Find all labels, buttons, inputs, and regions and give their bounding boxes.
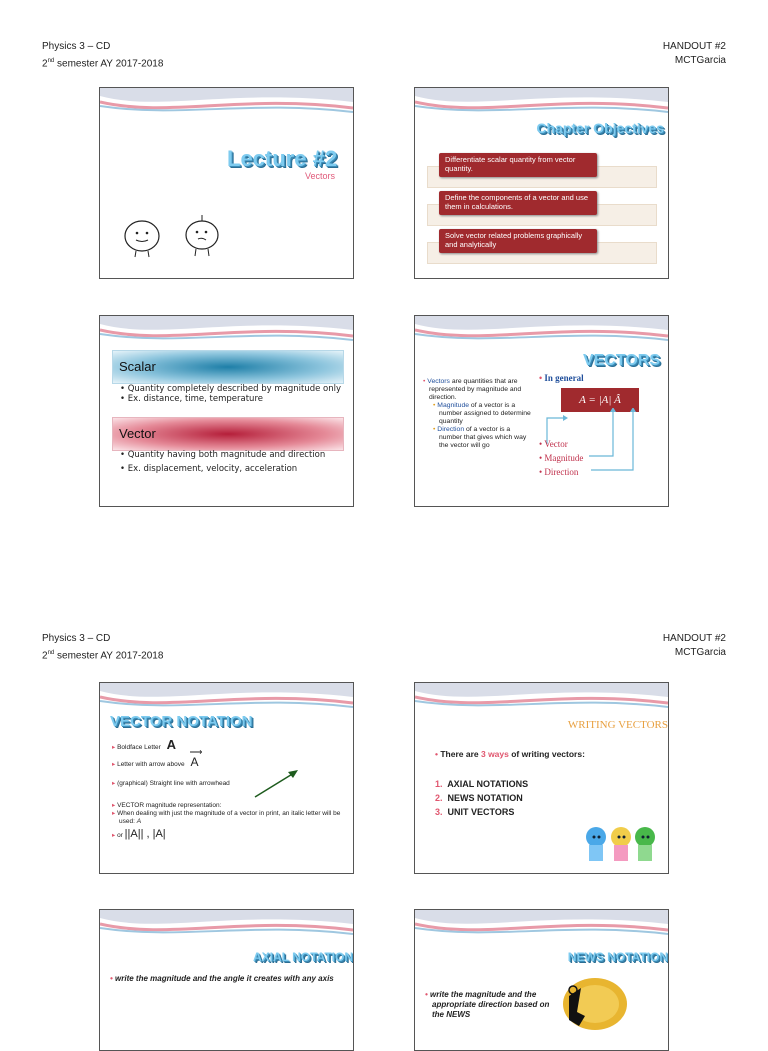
in-general-label: • In general <box>539 373 584 383</box>
method-item: 3. UNIT VECTORS <box>435 807 515 817</box>
scalar-point: • Quantity completely described by magnitude only <box>120 384 342 394</box>
scalar-heading: Scalar <box>119 359 156 374</box>
vector-points <box>120 450 345 474</box>
header-right <box>663 632 726 660</box>
notation-item: ▸ When dealing with just the magnitude of a vector in print, an italic letter will be used: A <box>112 810 341 825</box>
slide-scalar-vector <box>99 315 354 507</box>
objective-item: Differentiate scalar quantity from vector quantity. <box>439 153 597 177</box>
vector-point: • Ex. displacement, velocity, acceleration <box>120 464 298 474</box>
slide-vectors <box>414 315 669 507</box>
wave-banner-icon <box>415 88 668 124</box>
axial-description: • write the magnitude and the angle it creates with any axis <box>110 974 334 983</box>
course-label: Physics 3 – CD <box>42 41 111 52</box>
definition-magnitude: • Magnitude of a vector is a number assigned to determine quantity <box>433 402 531 425</box>
writing-methods <box>435 777 528 819</box>
handout-label: HANDOUT #2 <box>662 41 726 52</box>
slide-title: Chapter Objectives <box>536 120 664 136</box>
slide-title: Lecture #2 <box>227 146 338 171</box>
wave-banner-icon <box>415 910 668 946</box>
label-direction: • Direction <box>539 467 579 477</box>
notation-list <box>112 737 347 840</box>
wave-banner-icon <box>100 910 353 946</box>
anime-characters-icon <box>583 825 659 865</box>
author-label: MCTGarcia <box>674 647 726 658</box>
slide-axial-notation <box>99 909 354 1051</box>
vector-definitions <box>423 378 533 450</box>
label-magnitude: • Magnitude <box>539 453 584 463</box>
vector-heading: Vector <box>119 426 156 441</box>
vector-formula: A = |A| Â <box>561 388 639 412</box>
wave-banner-icon <box>415 683 668 719</box>
scalar-point: • Ex. distance, time, temperature <box>120 394 263 404</box>
arrow-line-icon <box>252 767 302 801</box>
scalar-points <box>120 384 345 404</box>
vector-point: • Quantity having both magnitude and direction <box>120 450 326 460</box>
wave-banner-icon <box>100 316 353 352</box>
slide-chapter-objectives <box>414 87 669 279</box>
slide-news-notation <box>414 909 669 1051</box>
semester-label: 2nd semester AY 2017-2018 <box>42 58 164 70</box>
slide-title: AXIAL NOTATION <box>253 950 353 964</box>
slide-lecture-title <box>99 87 354 279</box>
notation-item: ▸ (graphical) Straight line with arrowhead <box>112 780 230 787</box>
slide-title: VECTORS <box>582 352 660 369</box>
notation-item: ▸ Boldface Letter A <box>112 737 177 752</box>
header-left <box>42 40 163 71</box>
definition-vectors: • Vectors are quantities that are represented by magnitude and direction. <box>423 378 522 401</box>
method-item: 2. NEWS NOTATION <box>435 793 523 803</box>
slide-writing-vectors <box>414 682 669 874</box>
objective-item: Solve vector related problems graphically and analytically <box>439 229 597 253</box>
objective-item: Define the components of a vector and use them in calculations. <box>439 191 597 215</box>
vector-heading-bar <box>112 417 344 451</box>
slide-title: VECTOR NOTATION <box>110 713 253 730</box>
header-right <box>663 40 726 68</box>
author-label: MCTGarcia <box>674 55 726 66</box>
writing-intro: • There are 3 ways of writing vectors: <box>435 749 585 759</box>
cartoon-characters-icon <box>120 212 230 262</box>
slide-vector-notation <box>99 682 354 874</box>
handout-label: HANDOUT #2 <box>662 633 726 644</box>
compass-figure-icon <box>555 972 635 1032</box>
semester-label: 2nd semester AY 2017-2018 <box>42 650 164 662</box>
header-left <box>42 632 163 663</box>
wave-banner-icon <box>100 88 353 124</box>
course-label: Physics 3 – CD <box>42 633 111 644</box>
wave-banner-icon <box>415 316 668 352</box>
method-item: 1. AXIAL NOTATIONS <box>435 779 529 789</box>
slide-title: WRITING VECTORS <box>567 719 668 731</box>
slide-subtitle: Vectors <box>305 171 336 181</box>
news-description: • write the magnitude and the appropriate direction based on the NEWS <box>425 990 550 1019</box>
scalar-heading-bar <box>112 350 344 384</box>
slide-title: NEWS NOTATION <box>567 950 668 964</box>
notation-item: ▸ Letter with arrow above ⟶ A <box>112 747 203 769</box>
label-vector: • Vector <box>539 439 568 449</box>
notation-item: ▸ or ||A|| , |A| <box>112 828 166 840</box>
formula-labels <box>539 437 583 479</box>
definition-direction: • Direction of a vector is a number that gives which way the vector will go <box>433 426 527 449</box>
notation-item: ▸ VECTOR magnitude representation: <box>112 802 222 809</box>
